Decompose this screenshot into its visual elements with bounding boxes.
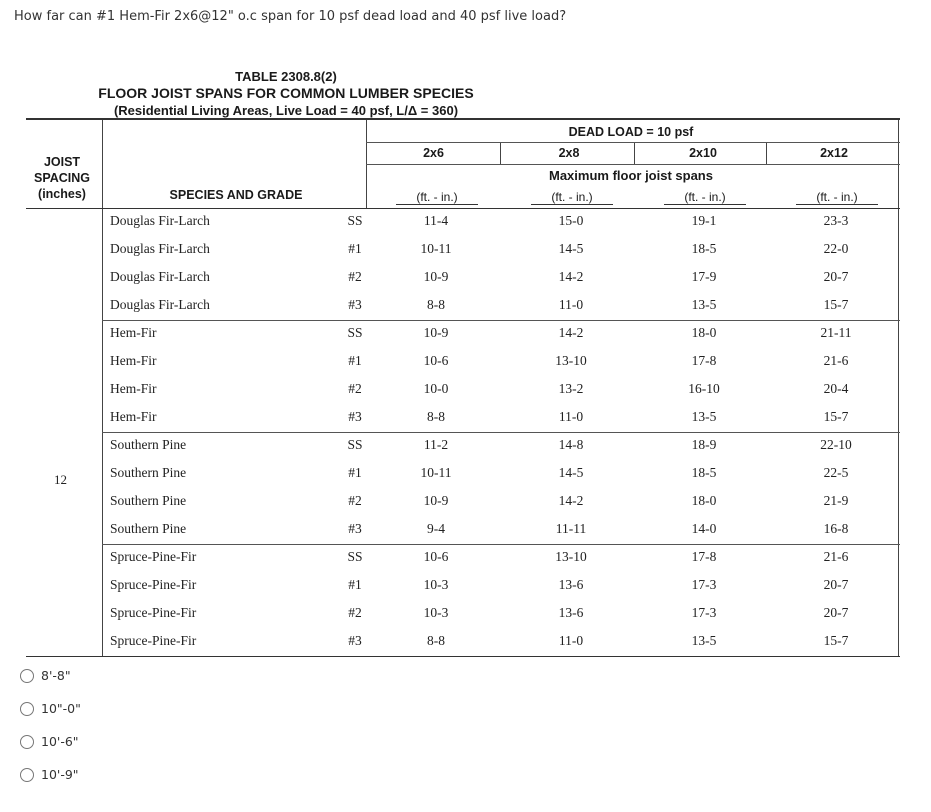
answer-option-label: 10'-9" <box>41 767 79 782</box>
span-cell: 20-7 <box>823 577 849 592</box>
divider <box>366 164 900 165</box>
table-title: TABLE 2308.8(2) <box>235 69 337 84</box>
span-table-image <box>26 68 906 658</box>
table-row <box>26 208 900 236</box>
span-cell: 13-10 <box>555 549 587 564</box>
species-cell: Southern Pine <box>110 465 187 480</box>
radio-button[interactable] <box>20 702 34 716</box>
answer-option[interactable] <box>20 734 79 749</box>
span-cell: 10-9 <box>423 493 449 508</box>
span-cell: 18-0 <box>691 325 717 340</box>
grade-cell: SS <box>347 437 363 452</box>
span-cell: 11-11 <box>555 521 587 536</box>
span-cell: 21-6 <box>823 549 849 564</box>
span-cell: 13-6 <box>558 577 584 592</box>
divider <box>500 142 501 164</box>
col-2x8-header: 2x8 <box>558 146 580 160</box>
species-grade-label: SPECIES AND GRADE <box>169 188 303 202</box>
span-cell: 18-0 <box>691 493 717 508</box>
span-cell: 10-6 <box>423 353 449 368</box>
table-row <box>26 544 900 572</box>
span-cell: 9-4 <box>427 521 445 536</box>
span-cell: 17-9 <box>691 269 717 284</box>
table-row <box>26 600 900 628</box>
table-header <box>66 68 506 119</box>
table-row <box>26 516 900 544</box>
species-cell: Spruce-Pine-Fir <box>110 577 197 592</box>
span-cell: 10-0 <box>423 381 449 396</box>
span-cell: 18-9 <box>691 437 717 452</box>
span-cell: 15-0 <box>558 213 584 228</box>
answer-option[interactable] <box>20 701 81 716</box>
span-cell: 10-9 <box>423 269 449 284</box>
span-cell: 10-11 <box>420 241 452 256</box>
unit-2x6: (ft. - in.) <box>396 190 478 205</box>
span-cell: 10-6 <box>423 549 449 564</box>
grade-cell: #1 <box>348 465 362 480</box>
answer-option-label: 10'-6" <box>41 734 79 749</box>
radio-button[interactable] <box>20 735 34 749</box>
radio-button[interactable] <box>20 768 34 782</box>
span-cell: 21-6 <box>823 353 849 368</box>
span-cell: 13-10 <box>555 353 587 368</box>
species-cell: Spruce-Pine-Fir <box>110 605 197 620</box>
span-cell: 8-8 <box>427 297 445 312</box>
span-cell: 14-2 <box>558 269 584 284</box>
species-cell: Southern Pine <box>110 437 187 452</box>
span-table <box>26 118 900 655</box>
max-spans-label: Maximum floor joist spans <box>549 168 713 183</box>
span-cell: 18-5 <box>691 241 717 256</box>
species-cell: Hem-Fir <box>110 381 157 396</box>
grade-cell: #3 <box>348 633 362 648</box>
joist-spacing-value: 12 <box>54 472 67 487</box>
species-cell: Spruce-Pine-Fir <box>110 633 197 648</box>
table-row <box>26 236 900 264</box>
answer-option-label: 8'-8" <box>41 668 71 683</box>
span-cell: 11-4 <box>423 213 449 228</box>
divider <box>26 656 900 657</box>
span-cell: 14-5 <box>558 241 584 256</box>
grade-cell: #1 <box>348 577 362 592</box>
dead-load-label: DEAD LOAD = 10 psf <box>568 125 694 139</box>
span-cell: 21-9 <box>823 493 849 508</box>
span-cell: 20-7 <box>823 269 849 284</box>
span-cell: 17-8 <box>691 353 717 368</box>
span-cell: 10-9 <box>423 325 449 340</box>
span-cell: 14-2 <box>558 325 584 340</box>
span-cell: 11-0 <box>558 409 584 424</box>
answer-option[interactable] <box>20 767 79 782</box>
answer-option[interactable] <box>20 668 71 683</box>
span-cell: 8-8 <box>427 409 445 424</box>
grade-cell: #3 <box>348 297 362 312</box>
span-cell: 20-7 <box>823 605 849 620</box>
grade-cell: SS <box>347 213 363 228</box>
grade-cell: #1 <box>348 353 362 368</box>
grade-cell: #2 <box>348 605 362 620</box>
span-cell: 14-0 <box>691 521 717 536</box>
col-2x12-header: 2x12 <box>820 146 848 160</box>
span-cell: 13-5 <box>691 409 717 424</box>
span-cell: 20-4 <box>823 381 849 396</box>
table-row <box>26 628 900 656</box>
joist-spacing-label: JOIST SPACING (inches) <box>33 155 91 201</box>
grade-cell: #3 <box>348 521 362 536</box>
span-cell: 15-7 <box>823 297 849 312</box>
species-cell: Douglas Fir-Larch <box>110 213 210 228</box>
span-cell: 10-3 <box>423 605 449 620</box>
table-row <box>26 572 900 600</box>
species-cell: Hem-Fir <box>110 325 157 340</box>
grade-cell: #3 <box>348 409 362 424</box>
span-cell: 16-10 <box>688 381 720 396</box>
span-cell: 11-0 <box>558 297 584 312</box>
grade-cell: SS <box>347 549 363 564</box>
span-cell: 8-8 <box>427 633 445 648</box>
species-cell: Douglas Fir-Larch <box>110 297 210 312</box>
table-row <box>26 376 900 404</box>
span-cell: 11-0 <box>558 633 584 648</box>
span-cell: 17-3 <box>691 605 717 620</box>
span-cell: 22-5 <box>823 465 849 480</box>
species-cell: Hem-Fir <box>110 409 157 424</box>
divider <box>766 142 767 164</box>
table-row <box>26 348 900 376</box>
col-2x10-header: 2x10 <box>689 146 717 160</box>
span-cell: 23-3 <box>823 213 849 228</box>
span-cell: 15-7 <box>823 633 849 648</box>
table-row <box>26 404 900 432</box>
species-cell: Southern Pine <box>110 521 187 536</box>
span-cell: 13-5 <box>691 633 717 648</box>
species-cell: Southern Pine <box>110 493 187 508</box>
span-cell: 14-8 <box>558 437 584 452</box>
table-row <box>26 432 900 460</box>
species-cell: Douglas Fir-Larch <box>110 269 210 284</box>
span-cell: 18-5 <box>691 465 717 480</box>
grade-cell: #2 <box>348 269 362 284</box>
span-cell: 13-6 <box>558 605 584 620</box>
span-cell: 14-2 <box>558 493 584 508</box>
grade-cell: #2 <box>348 493 362 508</box>
question-text: How far can #1 Hem-Fir 2x6@12" o.c span for 10 psf dead load and 40 psf live load? <box>14 9 567 24</box>
span-cell: 13-5 <box>691 297 717 312</box>
span-cell: 10-3 <box>423 577 449 592</box>
answer-option-label: 10"-0" <box>41 701 81 716</box>
table-row <box>26 264 900 292</box>
span-cell: 16-8 <box>823 521 849 536</box>
divider <box>634 142 635 164</box>
unit-2x10: (ft. - in.) <box>664 190 746 205</box>
species-cell: Douglas Fir-Larch <box>110 241 210 256</box>
table-row <box>26 320 900 348</box>
col-2x6-header: 2x6 <box>423 146 444 160</box>
grade-cell: #2 <box>348 381 362 396</box>
unit-2x8: (ft. - in.) <box>531 190 613 205</box>
span-cell: 22-10 <box>820 437 852 452</box>
grade-cell: SS <box>347 325 363 340</box>
span-cell: 14-5 <box>558 465 584 480</box>
divider <box>366 142 900 143</box>
grade-cell: #1 <box>348 241 362 256</box>
table-row <box>26 292 900 320</box>
span-cell: 17-3 <box>691 577 717 592</box>
span-cell: 17-8 <box>691 549 717 564</box>
radio-button[interactable] <box>20 669 34 683</box>
span-cell: 11-2 <box>423 437 449 452</box>
unit-2x12: (ft. - in.) <box>796 190 878 205</box>
span-cell: 13-2 <box>558 381 584 396</box>
table-row <box>26 460 900 488</box>
species-cell: Spruce-Pine-Fir <box>110 549 197 564</box>
table-row <box>26 488 900 516</box>
species-cell: Hem-Fir <box>110 353 157 368</box>
table-subtitle-2: (Residential Living Areas, Live Load = 40 psf, L/Δ = 360) <box>113 103 459 118</box>
span-cell: 15-7 <box>823 409 849 424</box>
span-cell: 19-1 <box>691 213 717 228</box>
span-cell: 21-11 <box>820 325 852 340</box>
span-cell: 10-11 <box>420 465 452 480</box>
span-cell: 22-0 <box>823 241 849 256</box>
table-subtitle: FLOOR JOIST SPANS FOR COMMON LUMBER SPECIES <box>98 85 474 101</box>
